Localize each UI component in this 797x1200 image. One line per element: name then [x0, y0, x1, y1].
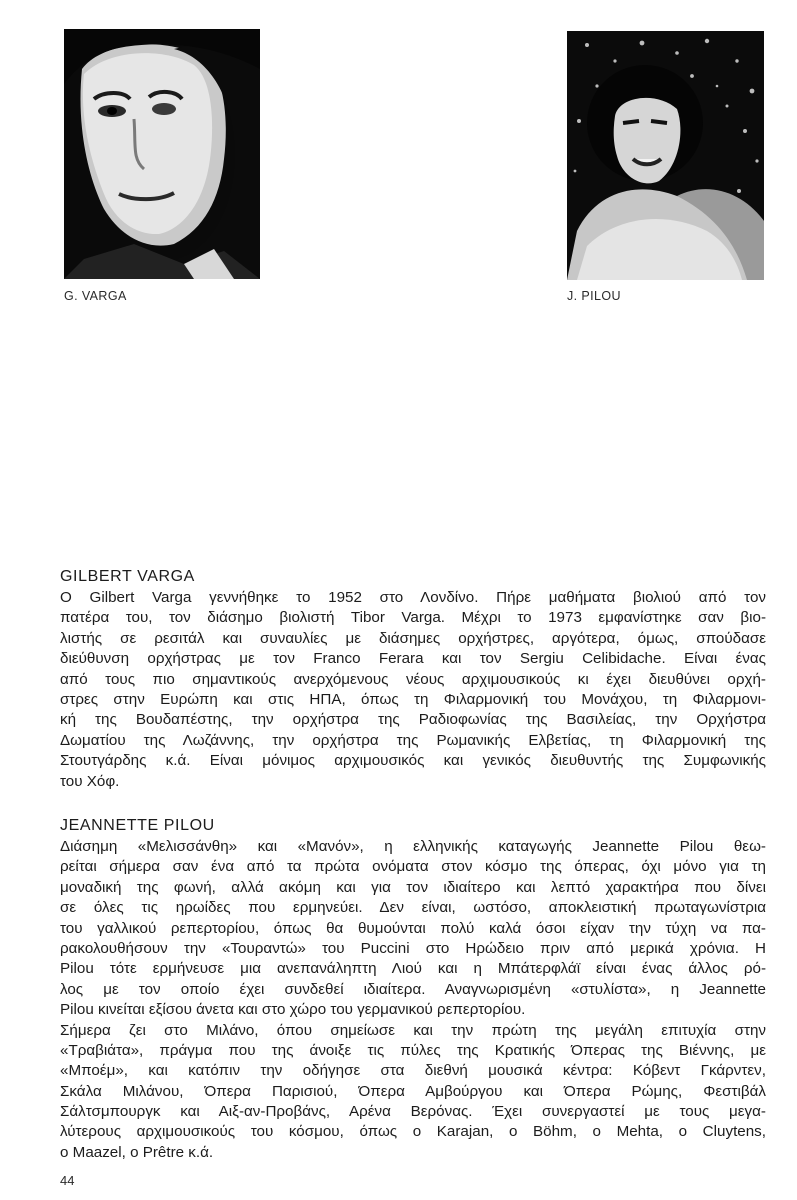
paragraph-line: ρακολουθήσουν την «Τουραντώ» του Puccini στο Ηρώδειο πριν από μερικά χρόνια. Η	[60, 939, 766, 957]
page-number: 44	[60, 1173, 75, 1188]
caption-varga: G. VARGA	[64, 289, 127, 303]
photo-gilbert-varga	[64, 29, 260, 279]
paragraph-line: Στουτγάρδης κ.ά. Είναι μόνιμος αρχιμουσικός και γενικός διευθυντής της Συμφωνικής	[60, 752, 766, 770]
paragraph-line: Σήμερα ζει στο Μιλάνο, όπου σημείωσε και την πρώτη της μεγάλη επιτυχία στην	[60, 1021, 766, 1039]
portrait-pilou-image	[567, 31, 764, 280]
paragraph-line: από τους πιο σημαντικούς ανερχόμενους νέους αρχιμουσικούς κι έχει διευθύνει ορχή-	[60, 670, 766, 688]
paragraph-line: λος με τον οποίο έχει συνδεθεί ιδιαίτερα. Αναγνωρισμένη «στυλίστα», η Jeannette	[60, 980, 766, 998]
paragraph-line: Pilou κινείται εξίσου άνετα και στο χώρο του γερμανικού ρεπερτορίου.	[60, 1001, 526, 1019]
paragraph-line: του γαλλικού ρεπερτορίου, όπως θα θυμούνται πολύ καλά όσοι είχαν την τύχη να πα-	[60, 919, 766, 937]
paragraph-line: μοναδική της φωνή, αλλά ακόμη και για τον ιδιαίτερο και λεπτό χαρακτήρα που δίνει	[60, 878, 766, 896]
paragraph-line: ρείται σήμερα σαν ένα από τα πρώτα ονόματα στον κόσμο της όπερας, όχι μόνο για τη	[60, 858, 766, 876]
paragraph-line: διεύθυνση ορχήστρας με τον Franco Ferara και τον Sergiu Celibidache. Είναι ένας	[60, 650, 766, 668]
paragraph-line: Σκάλα Μιλάνου, Όπερα Παρισιού, Όπερα Αμβούργου και Όπερα Ρώμης, Φεστιβάλ	[60, 1082, 766, 1100]
article-gilbert-varga	[60, 566, 766, 792]
caption-pilou: J. PILOU	[567, 289, 621, 303]
paragraph-line: λιστής σε ρεσιτάλ και συναυλίες με διάσημες ορχήστρες, αργότερα, όμως, σπούδασε	[60, 629, 766, 647]
paragraph-line: πατέρα του, τον διάσημο βιολιστή Tibor Varga. Μέχρι το 1973 εμφανίστηκε σαν βιο-	[60, 609, 766, 627]
paragraph-line: Διάσημη «Μελισσάνθη» και «Μανόν», η ελληνικής καταγωγής Jeannette Pilou θεω-	[60, 838, 766, 855]
paragraph-line: Σάλτσμπουργκ και Αιξ-αν-Προβάνς, Αρένα Βερόνας. Έχει συνεργαστεί με τους μεγα-	[60, 1103, 766, 1121]
paragraph-line: λύτερους αρχιμουσικούς του κόσμου, όπως ο Karajan, ο Böhm, ο Mehta, ο Cluytens,	[60, 1123, 766, 1141]
portrait-varga-image	[64, 29, 260, 279]
heading-jeannette-pilou: JEANNETTE PILOU	[60, 817, 215, 834]
paragraph-line: Ο Gilbert Varga γεννήθηκε το 1952 στο Λονδίνο. Πήρε μαθήματα βιολιού από τον	[60, 589, 766, 606]
paragraph-line: σε όλες τις ηρωίδες που ερμηνεύει. Δεν είναι, ωστόσο, αποκλειστική πρωταγωνίστρια	[60, 899, 766, 917]
paragraph-line: «Μποέμ», και κατόπιν την οδήγησε στα διεθνή μουσικά κέντρα: Κόβεντ Γκάρντεν,	[60, 1062, 766, 1080]
paragraph-line: Δωματίου της Λωζάννης, την ορχήστρα της Ρωμανικής Ελβετίας, τη Φιλαρμονική της	[60, 731, 766, 749]
paragraph-line: στρες στην Ευρώπη και στις ΗΠΑ, όπως τη Φιλαρμονική του Μονάχου, τη Φιλαρμονι-	[60, 690, 766, 708]
paragraph-line: κή της Βουδαπέστης, την ορχήστρα της Ραδιοφωνίας της Βασιλείας, την Ορχήστρα	[60, 711, 766, 729]
article-jeannette-pilou	[60, 815, 766, 1163]
paragraph-line: «Τραβιάτα», πράγμα που της άνοιξε τις πύλες της Κρατικής Όπερας της Βιέννης, με	[60, 1041, 766, 1059]
paragraph-line: ο Maazel, ο Prêtre κ.ά.	[60, 1143, 214, 1161]
photo-jeannette-pilou	[567, 31, 764, 280]
heading-gilbert-varga: GILBERT VARGA	[60, 568, 195, 585]
paragraph-line: του Χόφ.	[60, 772, 120, 790]
paragraph-line: Pilou τότε ερμήνευσε μια ανεπανάληπτη Λιού και η Μπάτερφλάϊ είναι ένας άλλος ρό-	[60, 960, 766, 978]
